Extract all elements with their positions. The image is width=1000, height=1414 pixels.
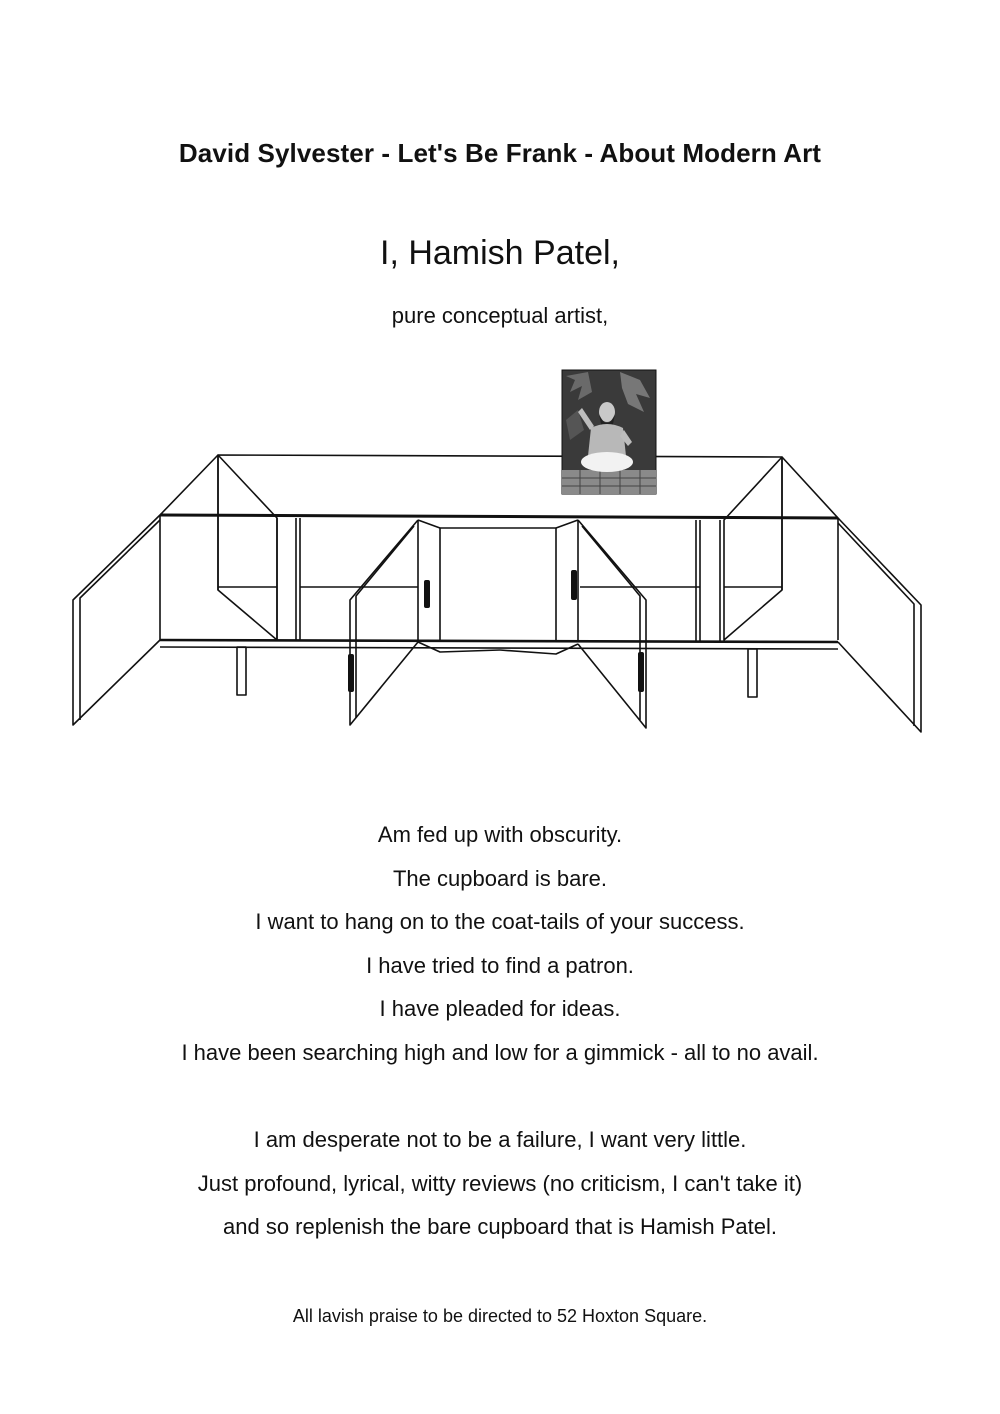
inner-left-door — [350, 520, 418, 725]
centre-compartment — [418, 520, 578, 642]
right-leg — [748, 649, 757, 697]
handle-4 — [638, 652, 644, 692]
far-right-door — [838, 518, 921, 732]
artist-photo — [562, 370, 656, 494]
artist-name-line: I, Hamish Patel, — [380, 234, 620, 272]
divider-right — [696, 520, 720, 642]
handle-2 — [571, 570, 577, 600]
page-heading: David Sylvester - Let's Be Frank - About Modern Art — [178, 138, 822, 168]
statement-line: Just profound, lyrical, witty reviews (no criticism, I can't take it) — [197, 1170, 803, 1196]
artist-role-line: pure conceptual artist, — [391, 303, 609, 328]
statement-line: I want to hang on to the coat-tails of your success. — [255, 909, 745, 935]
centre-left-door — [418, 520, 500, 652]
inner-right-door — [578, 520, 646, 728]
centre-right-door — [500, 520, 578, 654]
cabinet-left-end — [218, 455, 277, 640]
handle-1 — [424, 580, 430, 608]
left-leg — [237, 647, 246, 695]
far-left-door — [73, 515, 160, 725]
statement-text — [0, 820, 1000, 1256]
open-cupboard-illustration — [60, 360, 940, 740]
divider-left — [277, 518, 300, 640]
statement-line: Am fed up with obscurity. — [377, 822, 623, 847]
footer-note: All lavish praise to be directed to 52 Hoxton Square. — [292, 1306, 708, 1326]
statement-line: and so replenish the bare cupboard that is Hamish Patel. — [223, 1214, 777, 1240]
statement-line: I have been searching high and low for a gimmick - all to no avail. — [181, 1039, 819, 1065]
paragraph-gap — [0, 1082, 1000, 1126]
handle-3 — [348, 654, 354, 692]
statement-line: The cupboard is bare. — [392, 865, 608, 891]
cabinet-top — [160, 455, 838, 518]
statement-line: I have tried to find a patron. — [366, 952, 634, 978]
cabinet-right-end — [724, 457, 782, 640]
statement-line: I am desperate not to be a failure, I want very little. — [253, 1127, 747, 1153]
statement-line: I have pleaded for ideas. — [379, 996, 621, 1022]
